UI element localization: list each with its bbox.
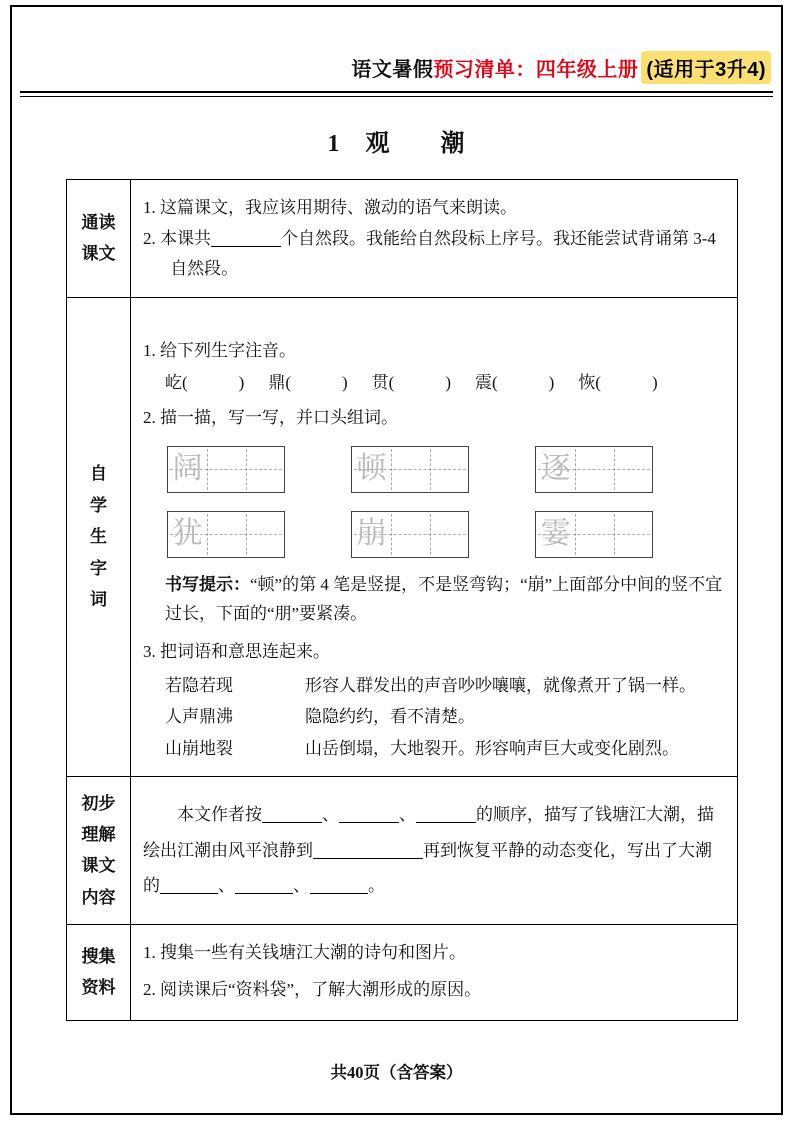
- blank-line: [262, 805, 322, 823]
- page-frame: [10, 5, 783, 1115]
- header-highlight-badge: (适用于3升4): [641, 51, 771, 84]
- writing-tip-text: “顿”的第 4 笔是竖提，不是竖弯钩；“崩”上面部分中间的竖不宜过长，下面的“朋”要紧凑。: [165, 574, 723, 624]
- row-content-self-study: [131, 298, 737, 776]
- lesson-title: 1 观 潮: [327, 131, 466, 157]
- match-meaning: 隐隐约约，看不清楚。: [305, 707, 475, 727]
- writing-tip: [165, 570, 723, 630]
- practice-box: [351, 446, 469, 493]
- match-word: 山崩地裂: [165, 738, 233, 758]
- row-content-read-text: [131, 180, 737, 297]
- blank-line: [160, 877, 218, 895]
- header-red-text: 预习清单：四年级上册: [433, 59, 639, 81]
- blank-line: [310, 877, 368, 895]
- row-content-collect-material: [131, 925, 737, 1020]
- worksheet-table: [66, 179, 738, 1021]
- row-label-self-study: 自 学 生 字 词: [67, 298, 131, 776]
- match-row: [165, 701, 723, 732]
- match-word: 人声鼎沸: [165, 707, 233, 727]
- row-label-read-text: 通读 课文: [67, 180, 131, 297]
- matching-exercise: [165, 670, 723, 764]
- row-self-study: [67, 297, 737, 776]
- match-row: [165, 733, 723, 764]
- pinyin-row: [165, 368, 723, 399]
- practice-char: 崩: [356, 517, 387, 551]
- practice-char: 阔: [172, 452, 203, 486]
- read-item-1: 1. 这篇课文，我应该用期待、激动的语气来朗读。: [143, 198, 517, 217]
- practice-box: [535, 511, 653, 558]
- practice-box: [351, 511, 469, 558]
- practice-char: 霎: [540, 517, 571, 551]
- blank-line: [235, 877, 293, 895]
- blank-line: [211, 229, 281, 247]
- row-label-collect-material: 搜集 资料: [67, 925, 131, 1020]
- practice-row-1: [167, 446, 723, 493]
- practice-box: [535, 446, 653, 493]
- read-item-2: 2. 本课共 个自然段。我能给自然段标上序号。我还能尝试背诵第 3-4 自然段。: [143, 228, 716, 279]
- row-content-comprehension: [131, 777, 737, 924]
- row-read-text: [67, 180, 737, 297]
- row-comprehension: [67, 776, 737, 924]
- header-black-text: 语文暑假: [351, 59, 434, 81]
- self-study-item-3: 3. 把词语和意思连起来。: [143, 642, 330, 662]
- match-meaning: 山岳倒塌，大地裂开。形容响声巨大或变化剧烈。: [305, 738, 679, 758]
- practice-char: 逐: [540, 452, 571, 486]
- match-meaning: 形容人群发出的声音吵吵嚷嚷，就像煮开了锅一样。: [305, 675, 696, 695]
- page-footer: 共40页（含答案）: [330, 1063, 463, 1082]
- comprehension-paragraph: 本文作者按 、 、 的顺序，描写了钱塘江大潮，描绘出江潮由风平浪静到 再到恢复平静的动态变化，写出了大潮的 、 、 。: [143, 804, 714, 896]
- match-word: 若隐若现: [165, 675, 233, 695]
- row-label-comprehension: 初步 理解 课文 内容: [67, 777, 131, 924]
- practice-box: [167, 446, 285, 493]
- row-collect-material: [67, 924, 737, 1020]
- pinyin-entry: 震( ): [474, 373, 555, 393]
- practice-row-2: [167, 511, 723, 558]
- collect-item-2: 2. 阅读课后“资料袋”，了解大潮形成的原因。: [143, 979, 482, 999]
- collect-item-1: 1. 搜集一些有关钱塘江大潮的诗句和图片。: [143, 942, 466, 962]
- pinyin-entry: 贯( ): [371, 373, 451, 393]
- practice-box: [167, 511, 285, 558]
- pinyin-entry: 鼎( ): [268, 373, 348, 393]
- practice-char: 犹: [172, 517, 203, 551]
- pinyin-entry: 恢( ): [578, 373, 658, 393]
- practice-char: 顿: [356, 452, 387, 486]
- page-header: [351, 51, 771, 84]
- self-study-item-1: 1. 给下列生字注音。: [143, 340, 296, 360]
- match-row: [165, 670, 723, 701]
- blank-line: [339, 805, 399, 823]
- pinyin-entry: 屹( ): [165, 373, 245, 393]
- practice-grid: [167, 446, 723, 558]
- blank-line: [313, 841, 423, 859]
- self-study-item-2: 2. 描一描，写一写，并口头组词。: [143, 407, 398, 427]
- writing-tip-label: 书写提示：: [165, 574, 250, 594]
- blank-line: [416, 805, 476, 823]
- header-divider: [20, 91, 773, 97]
